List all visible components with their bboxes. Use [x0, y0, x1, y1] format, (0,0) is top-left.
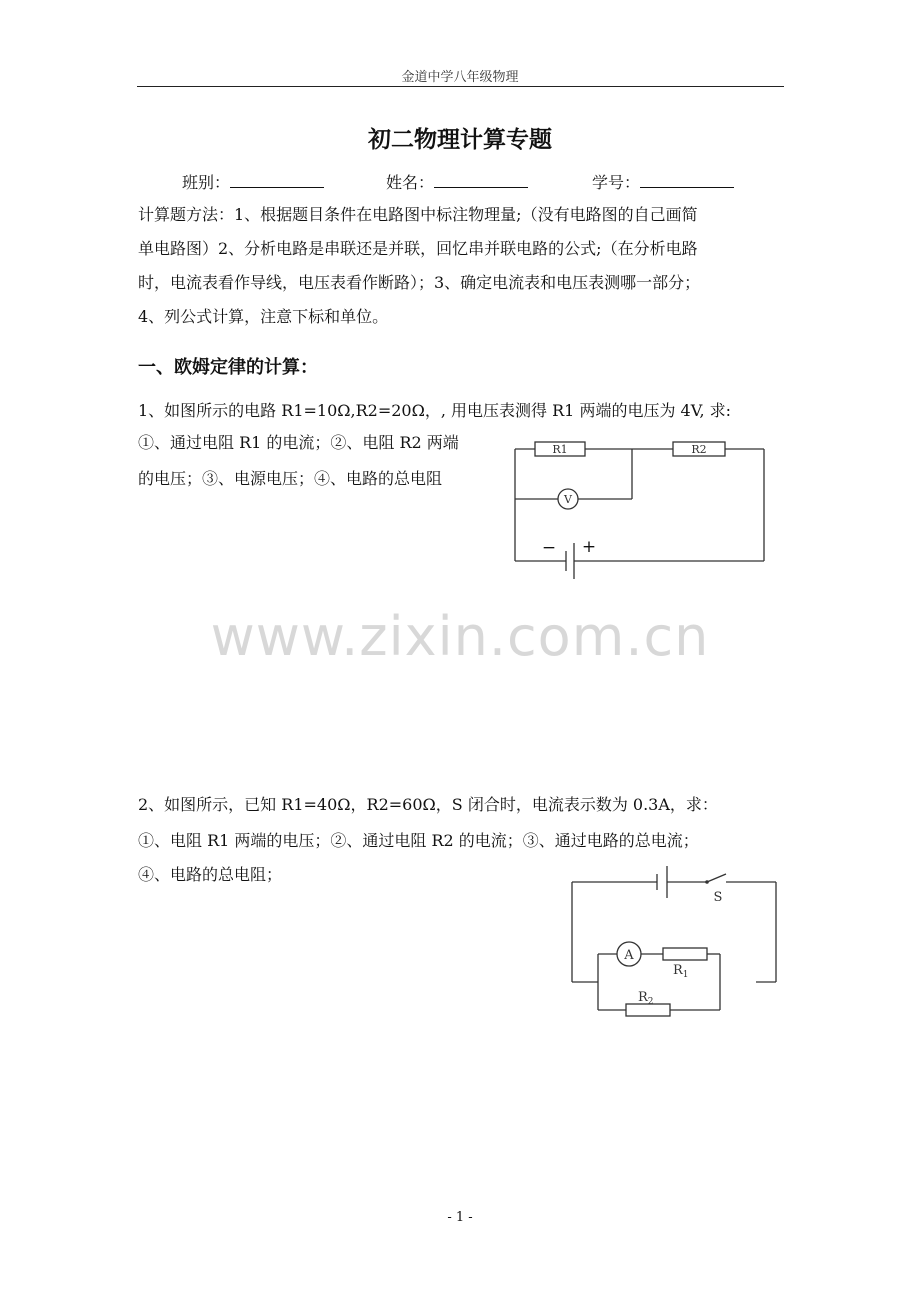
circuit-diagram-1 — [505, 430, 780, 580]
student-id-label: 学号： — [592, 173, 641, 192]
student-id-blank — [640, 173, 734, 188]
name-field — [386, 170, 528, 193]
page-header: 金道中学八年级物理 — [401, 70, 519, 85]
method-line: 单电路图）2、分析电路是串联还是并联，回忆串并联电路的公式;（在分析电路 — [138, 239, 698, 258]
ammeter-label: A — [624, 948, 634, 963]
watermark: www.zixin.com.cn — [210, 605, 710, 668]
switch-pivot — [705, 880, 709, 884]
name-blank — [434, 173, 528, 188]
question-1-line: ①、通过电阻 R1 的电流；②、电阻 R2 两端 — [138, 433, 459, 452]
question-2-line: 2、如图所示，已知 R1=40Ω，R2=60Ω，S 闭合时，电流表示数为 0.3A，求： — [138, 795, 718, 814]
question-1-line: 的电压；③、电源电压；④、电路的总电阻 — [138, 469, 443, 488]
class-label: 班别： — [182, 173, 231, 192]
question-2-line: ④、电路的总电阻； — [138, 865, 283, 884]
class-blank — [230, 173, 324, 188]
method-line: 时，电流表看作导线，电压表看作断路）；3、确定电流表和电压表测哪一部分； — [138, 273, 701, 292]
header-rule — [137, 86, 784, 87]
document-title: 初二物理计算专题 — [368, 127, 552, 153]
switch-lever — [707, 874, 726, 882]
circuit-diagram-2 — [560, 862, 785, 1022]
question-1-line: 1、如图所示的电路 R1=10Ω,R2=20Ω，, 用电压表测得 R1 两端的电压为 4V, 求: — [138, 401, 732, 420]
r2-label: R2 — [691, 443, 707, 456]
voltmeter-label: V — [564, 493, 572, 506]
section-heading: 一、欧姆定律的计算： — [138, 357, 318, 378]
resistor-r1 — [663, 948, 707, 960]
method-paragraph — [138, 198, 788, 334]
r2-label: $R_2$ — [638, 990, 654, 1007]
plus-sign: + — [581, 537, 597, 557]
question-2-line: ①、电阻 R1 两端的电压；②、通过电阻 R2 的电流；③、通过电路的总电流； — [138, 831, 699, 850]
method-line: 计算题方法：1、根据题目条件在电路图中标注物理量;（没有电路图的自己画简 — [138, 205, 698, 224]
name-label: 姓名： — [386, 173, 435, 192]
switch-label: S — [713, 890, 723, 905]
r1-label: $R_1$ — [673, 963, 689, 980]
class-field — [182, 170, 324, 193]
student-id-field — [592, 170, 734, 193]
method-line: 4、列公式计算，注意下标和单位。 — [138, 307, 389, 326]
page-number: - 1 - — [447, 1210, 473, 1225]
r1-label: R1 — [552, 443, 568, 456]
minus-sign: − — [541, 538, 557, 558]
